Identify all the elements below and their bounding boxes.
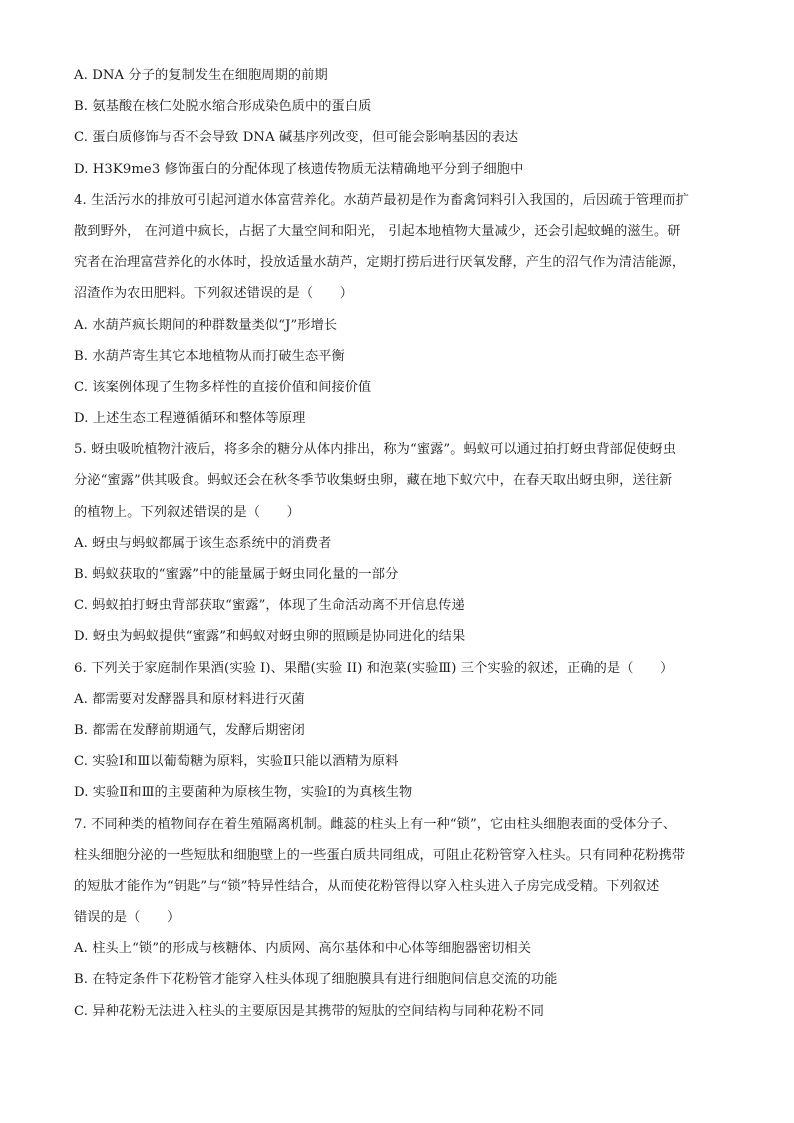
q5-option-c: C. 蚂蚁拍打蚜虫背部获取“蜜露”，体现了生命活动离不开信息传递 xyxy=(74,598,465,614)
q7-option-b: B. 在特定条件下花粉管才能穿入柱头体现了细胞膜具有进行细胞间信息交流的功能 xyxy=(74,972,558,988)
q7-option-c: C. 异种花粉无法进入柱头的主要原因是其携带的短肽的空间结构与同种花粉不同 xyxy=(74,1003,545,1019)
q3-option-d: D. H3K9me3 修饰蛋白的分配体现了核遗传物质无法精确地平分到子细胞中 xyxy=(74,161,524,177)
q4-stem-line-3: 究者在治理富营养化的水体时，投放适量水葫芦，定期打捞后进行厌氧发酵，产生的沼气作为清洁能源， xyxy=(74,255,686,271)
q5-stem-line-1: 5. 蚜虫吸吮植物汁液后，将多余的糖分从体内排出，称为“蜜露”。蚂蚁可以通过拍打蚜虫背部促使蚜虫 xyxy=(74,442,677,458)
q7-option-a: A. 柱头上“锁”的形成与核糖体、内质网、高尔基体和中心体等细胞器密切相关 xyxy=(74,941,532,957)
q5-stem-line-3: 的植物上。下列叙述错误的是（ ） xyxy=(74,504,300,520)
q4-stem-line-2: 散到野外， 在河道中疯长，占据了大量空间和阳光， 引起本地植物大量减少，还会引起蚊蝇的滋生。研 xyxy=(74,223,681,239)
q5-option-b: B. 蚂蚁获取的“蜜露”中的能量属于蚜虫同化量的一部分 xyxy=(74,567,399,582)
q7-stem-line-2: 柱头细胞分泌的一些短肽和细胞壁上的一些蛋白质共同组成，可阻止花粉管穿入柱头。只有同种花粉携带 xyxy=(74,847,686,863)
question-5-stem xyxy=(74,434,724,528)
q3-option-c: C. 蛋白质修饰与否不会导致 DNA 碱基序列改变，但可能会影响基因的表达 xyxy=(74,130,519,146)
q4-stem-line-4: 沼渣作为农田肥料。下列叙述错误的是（ ） xyxy=(74,286,354,302)
question-text-block xyxy=(74,60,724,1027)
q6-option-c: C. 实验Ⅰ和Ⅲ以葡萄糖为原料，实验Ⅱ只能以酒精为原料 xyxy=(74,754,399,770)
q3-option-a: A. DNA 分子的复制发生在细胞周期的前期 xyxy=(74,68,328,83)
q5-stem-line-2: 分泌“蜜露”供其吸食。蚂蚁还会在秋冬季节收集蚜虫卵，藏在地下蚁穴中，在春天取出蚜虫卵，送往新 xyxy=(74,473,673,489)
q5-option-a: A. 蚜虫与蚂蚁都属于该生态系统中的消费者 xyxy=(74,535,332,551)
q7-stem-line-1: 7. 不同种类的植物间存在着生殖隔离机制。雌蕊的柱头上有一种“锁”，它由柱头细胞表面的受体分子、 xyxy=(74,816,677,832)
q6-option-d: D. 实验Ⅱ和Ⅲ的主要菌种为原核生物，实验Ⅰ的为真核生物 xyxy=(74,785,413,801)
q5-option-d: D. 蚜虫为蚂蚁提供“蜜露”和蚂蚁对蚜虫卵的照顾是协同进化的结果 xyxy=(74,629,466,645)
q7-stem-line-4: 错误的是（ ） xyxy=(74,910,181,926)
q4-option-c: C. 该案例体现了生物多样性的直接价值和间接价值 xyxy=(74,379,372,395)
q7-stem-line-3: 的短肽才能作为“钥匙”与“锁”特异性结合，从而使花粉管得以穿入柱头进入子房完成受精。下列叙述 xyxy=(74,878,660,894)
q3-option-b: B. 氨基酸在核仁处脱水缩合形成染色质中的蛋白质 xyxy=(74,99,372,115)
question-6-stem xyxy=(74,653,724,684)
q6-stem-line-1: 6. 下列关于家庭制作果酒(实验 I)、果醋(实验 II) 和泡菜(实验Ⅲ) 三个实验的叙述，正确的是（ ） xyxy=(74,660,674,676)
q4-option-a: A. 水葫芦疯长期间的种群数量类似“J”形增长 xyxy=(74,317,338,333)
question-4-stem xyxy=(74,185,724,310)
question-7-stem xyxy=(74,809,724,934)
q4-option-b: B. 水葫芦寄生其它本地植物从而打破生态平衡 xyxy=(74,348,345,364)
q6-option-a: A. 都需要对发酵器具和原材料进行灭菌 xyxy=(74,691,305,707)
q4-stem-line-1: 4. 生活污水的排放可引起河道水体富营养化。水葫芦最初是作为畜禽饲料引入我国的，后因疏于管理而扩 xyxy=(74,192,690,208)
q6-option-b: B. 都需在发酵前期通气，发酵后期密闭 xyxy=(74,722,305,738)
q4-option-d: D. 上述生态工程遵循循环和整体等原理 xyxy=(74,411,306,427)
